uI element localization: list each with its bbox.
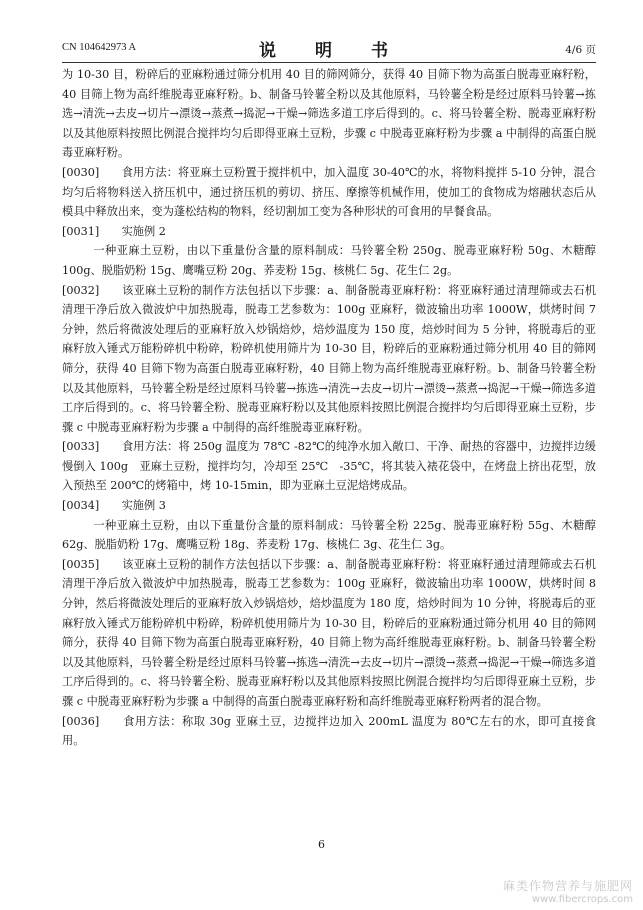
page-indicator: 4/6 页 [565,44,596,56]
paragraph-text: 一种亚麻土豆粉，由以下重量份含量的原料制成：马铃薯全粉 250g、脱毒亚麻籽粉 50g、木糖醇 100g、脱脂奶粉 15g、鹰嘴豆粉 20g、荞麦粉 15g、核桃仁 5g、花生仁 2g。 [62,244,596,277]
paragraph-example-2-formula [62,241,596,280]
page-header [62,36,596,62]
paragraph-number: [0034] [62,499,100,513]
page-number: 6 [318,838,325,851]
paragraph-text: 食用方法：将 250g 温度为 78℃ -82℃的纯净水加入敞口、干净、耐热的容器中，边搅拌边缓慢倒入 100g 亚麻土豆粉，搅拌均匀，冷却至 25℃ -35℃，将其装入裱花袋中，在烤盘上挤出花型，放入预热至 200℃的烤箱中，烤 10-15min，即为亚麻土豆泥焙烤成品。 [62,440,596,493]
paragraph-number: [0031] [62,224,100,238]
paragraph-number: [0033] [62,440,100,454]
header-divider [62,62,596,63]
paragraph-continuation [62,65,596,163]
paragraph-0030 [62,163,596,222]
paragraph-number: [0035] [62,557,100,571]
paragraph-number: [0036] [62,714,100,728]
paragraph-0034 [62,496,596,516]
paragraph-text: 为 10-30 目，粉碎后的亚麻粉通过筛分机用 40 目的筛网筛分，获得 40 目筛下物为高蛋白脱毒亚麻籽粉，40 目筛上物为高纤维脱毒亚麻籽粉。b、制备马铃薯全粉以及其他原料，马铃薯全粉是经过原料马铃薯→拣选→清洗→去皮→切片→漂烫→蒸煮→捣泥→干燥→筛选多道工序后得到的。c、将马铃薯全粉、脱毒亚麻籽粉以及其他原料按照比例混合搅拌均匀后即得亚麻土豆粉，步骤 c 中脱毒亚麻籽粉为步骤 a 中制得的高蛋白脱毒亚麻籽粉。 [62,68,596,160]
paragraph-example-3-formula [62,516,596,555]
watermark-url: www.fibercrops.com [531,894,633,905]
paragraph-0036 [62,712,596,751]
paragraph-0033 [62,437,596,496]
paragraph-text: 该亚麻土豆粉的制作方法包括以下步骤：a、制备脱毒亚麻籽粉：将亚麻籽通过清理筛或去石机清理干净后放入微波炉中加热脱毒，脱毒工艺参数为：100g 亚麻籽，微波输出功率 1000W，烘烤时间 7 分钟，然后将微波处理后的亚麻籽放入炒锅焙炒，焙炒温度为 150 度，焙炒时间为 5 分钟，将脱毒后的亚麻籽放入锤式万能粉碎机中粉碎，粉碎机使用筛片为 10-30 目，粉碎后的亚麻粉通过筛分机用 40 目的筛网筛分，获得 40 目筛下物为高蛋白脱毒亚麻籽粉，40 目筛上物为高纤维脱毒亚麻籽粉。b、制备马铃薯全粉以及其他原料，马铃薯全粉是经过原料马铃薯→拣选→清洗→去皮→切片→漂烫→蒸煮→捣泥→干燥→筛选多道工序后得到的。c、将马铃薯全粉、脱毒亚麻籽粉以及其他原料按照比例混合搅拌均匀后即得亚麻土豆粉，步骤 c 中脱毒亚麻籽粉为步骤 a 中制得的高纤维脱毒亚麻籽粉。 [62,283,596,434]
patent-number: CN 104642973 A [62,42,137,53]
paragraph-text: 食用方法：称取 30g 亚麻土豆，边搅拌边加入 200mL 温度为 80℃左右的水，即可直接食用。 [62,714,596,748]
watermark [503,877,633,905]
watermark-text: 麻类作物营养与施肥网 [502,879,633,893]
paragraph-0031 [62,222,596,242]
paragraph-0035 [62,555,596,712]
paragraph-text: 该亚麻土豆粉的制作方法包括以下步骤：a、制备脱毒亚麻籽粉：将亚麻籽通过清理筛或去石机清理干净后放入微波炉中加热脱毒，脱毒工艺参数为：100g 亚麻籽，微波输出功率 1000W，烘烤时间 8 分钟，然后将微波处理后的亚麻籽放入炒锅焙炒，焙炒温度为 180 度，焙炒时间为 10 分钟，将脱毒后的亚麻籽放入锤式万能粉碎机中粉碎，粉碎机使用筛片为 10-30 目，粉碎后的亚麻粉通过筛分机用 40 目的筛网筛分，获得 40 目筛下物为高蛋白脱毒亚麻籽粉，40 目筛上物为高纤维脱毒亚麻籽粉。b、制备马铃薯全粉以及其他原料，马铃薯全粉是经过原料马铃薯→拣选→清洗→去皮→切片→漂烫→蒸煮→捣泥→干燥→筛选多道工序后得到的。c、将马铃薯全粉、脱毒亚麻籽粉以及其他原料按照比例混合搅拌均匀后即得亚麻土豆粉，步骤 c 中脱毒亚麻籽粉为步骤 a 中制得的高蛋白脱毒亚麻籽粉和高纤维脱毒亚麻籽粉两者的混合物。 [62,557,596,708]
paragraph-0032 [62,281,596,438]
paragraph-number: [0030] [62,165,100,179]
document-title: 说 明 书 [259,41,399,61]
paragraph-text: 食用方法：将亚麻土豆粉置于搅拌机中，加入温度 30-40℃的水，将物料搅拌 5-10 分钟，混合均匀后将物料送入挤压机中，通过挤压机的剪切、挤压、摩擦等机械作用，使加工的食物成为熔融状态后从模具中释放出来，变为蓬松结构的物料，经切割加工变为各种形状的可食用的早餐食品。 [62,165,596,219]
paragraph-text: 一种亚麻土豆粉，由以下重量份含量的原料制成：马铃薯全粉 225g、脱毒亚麻籽粉 55g、木糖醇 62g、脱脂奶粉 17g、鹰嘴豆粉 18g、荞麦粉 17g、核桃仁 3g、花生仁 3g。 [62,518,596,552]
document-body [62,65,596,751]
section-heading: 实施例 2 [121,224,166,238]
section-heading: 实施例 3 [121,499,166,513]
paragraph-number: [0032] [62,283,100,297]
